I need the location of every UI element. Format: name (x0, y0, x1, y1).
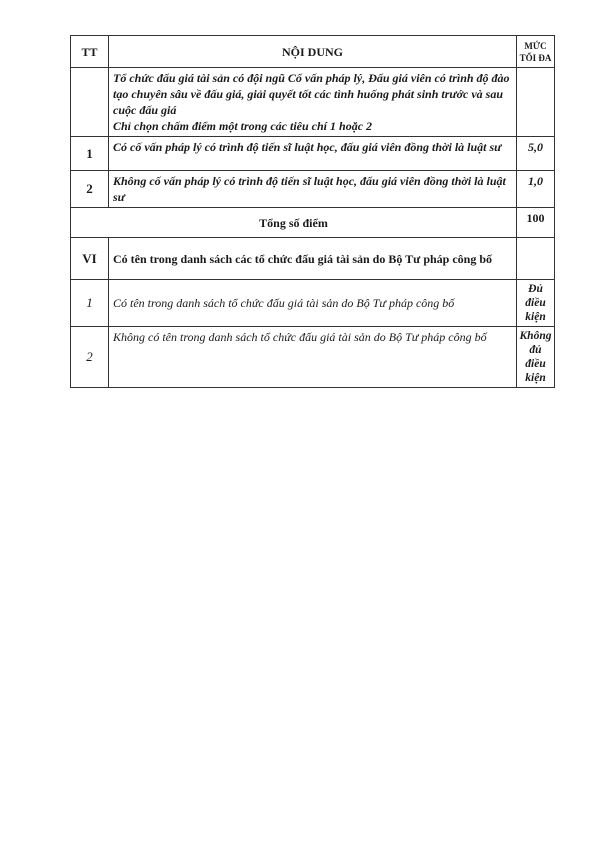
intro-line-2: Chỉ chọn chấm điểm một trong các tiêu chí 1 hoặc 2 (113, 119, 373, 133)
row-content: Có tên trong danh sách tổ chức đấu giá tài sản do Bộ Tư pháp công bố (109, 280, 517, 327)
header-muc-toi-da (517, 36, 555, 68)
total-value: 100 (517, 208, 555, 238)
row-value: Đủ điều kiện (517, 280, 555, 327)
section-vi-row (71, 238, 555, 280)
total-row (71, 208, 555, 238)
row-value: 5,0 (517, 137, 555, 171)
row-tt: 1 (71, 280, 109, 327)
section-vi-value (517, 238, 555, 280)
row-value: 1,0 (517, 171, 555, 208)
table-header-row (71, 36, 555, 68)
intro-row (71, 68, 555, 137)
header-noi-dung: NỘI DUNG (109, 36, 517, 68)
intro-value (517, 68, 555, 137)
row-content: Có cố vấn pháp lý có trình độ tiến sĩ luật học, đấu giá viên đồng thời là luật sư (109, 137, 517, 171)
intro-tt (71, 68, 109, 137)
section-vi-tt: VI (71, 238, 109, 280)
intro-content (109, 68, 517, 137)
header-toi-da: TỐI ĐA (519, 52, 552, 63)
table-row (71, 171, 555, 208)
row-tt: 2 (71, 327, 109, 388)
table-row (71, 280, 555, 327)
intro-line-1: Tổ chức đấu giá tài sản có đội ngũ Cố vấn pháp lý, Đấu giá viên có trình độ đào tạo chuyên sâu về đấu giá, giải quyết tốt các tình huống phát sinh trước và sau cuộc đấu giá (113, 71, 510, 117)
row-tt: 1 (71, 137, 109, 171)
row-content: Không cố vấn pháp lý có trình độ tiến sĩ luật học, đấu giá viên đồng thời là luật sư (109, 171, 517, 208)
row-tt: 2 (71, 171, 109, 208)
total-label: Tổng số điểm (71, 208, 517, 238)
row-value: Không đủ điều kiện (517, 327, 555, 388)
table-row (71, 327, 555, 388)
table-row (71, 137, 555, 171)
section-vi-content: Có tên trong danh sách các tổ chức đấu giá tài sản do Bộ Tư pháp công bố (109, 238, 517, 280)
document-page (70, 35, 554, 388)
header-tt: TT (71, 36, 109, 68)
row-content: Không có tên trong danh sách tổ chức đấu giá tài sản do Bộ Tư pháp công bố (109, 327, 517, 388)
scoring-table (70, 35, 555, 388)
header-muc: MỨC (524, 40, 547, 51)
